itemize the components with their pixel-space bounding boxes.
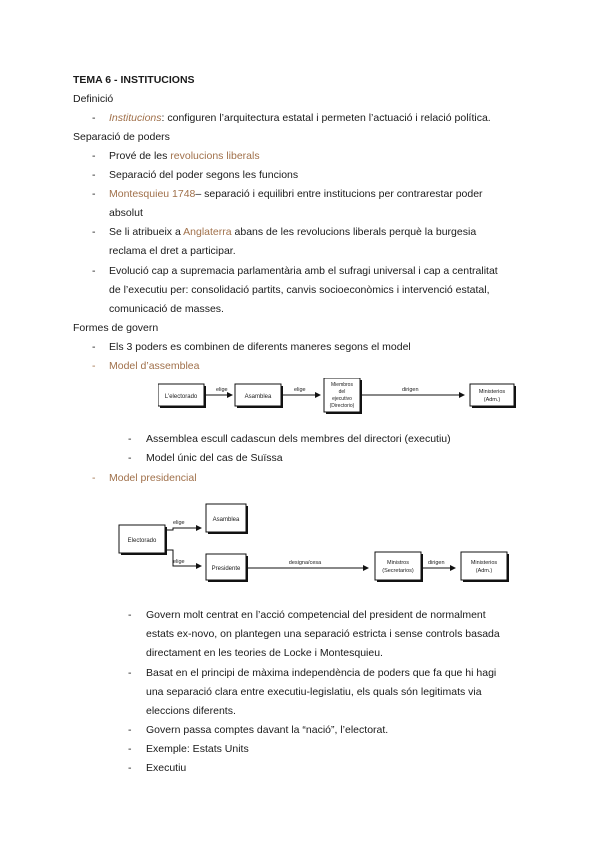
bullet-dash: - [128, 452, 132, 464]
presidencial-sub-2-cont: eleccions diferents. [146, 705, 236, 717]
separacio-bullet-2: Separació del poder segons les funcions [109, 169, 299, 181]
bullet-dash: - [92, 112, 96, 124]
box-text: (Adm.) [475, 568, 493, 574]
box-text: Miembros [331, 382, 353, 388]
box-text: del [338, 389, 346, 395]
model-presidencial-label: Model presidencial [109, 472, 197, 484]
assemblea-diagram [158, 378, 518, 420]
separacio-bullet-4 [109, 225, 476, 239]
arrow-label: dirigen [402, 387, 419, 393]
page-title: TEMA 6 - INSTITUCIONS [73, 74, 195, 86]
bullet-dash: - [92, 472, 96, 484]
presidencial-sub-2: Basat en el principi de màxima independència de poders que fa que hi hagi [146, 667, 497, 679]
ministerios-box [461, 552, 507, 580]
arrow-label: elige [173, 559, 185, 565]
bullet-dash: - [92, 169, 96, 181]
assemblea-sub-1: Assemblea escull cadascun dels membres del directori (executiu) [146, 433, 451, 445]
bullet-dash: - [92, 150, 96, 162]
arrow-label: elige [216, 387, 228, 393]
assemblea-sub-2: Model únic del cas de Suïssa [146, 452, 283, 464]
electorado-label: Electorado [127, 538, 157, 544]
separacio-bullet-5-cont: comunicació de masses. [109, 303, 224, 315]
asamblea-label: Asamblea [212, 517, 240, 523]
text: Prové de les [109, 150, 171, 162]
electorado-label: L'electorado [164, 394, 198, 400]
separacio-bullet-1 [109, 149, 260, 163]
box-text: (Adm.) [483, 397, 501, 403]
arrow-label: dirigen [428, 560, 445, 566]
bullet-dash: - [128, 609, 132, 621]
presidencial-sub-5: Executiu [146, 762, 187, 774]
anglaterra-term: Anglaterra [183, 226, 232, 238]
arrow-label: elige [173, 520, 185, 526]
presidencial-sub-4: Exemple: Estats Units [146, 743, 249, 755]
box-text: Ministros [386, 560, 410, 566]
presidencial-diagram [115, 494, 525, 589]
institucions-term: Institucions [109, 112, 162, 124]
bullet-dash: - [128, 743, 132, 755]
formes-heading: Formes de govern [73, 322, 159, 334]
box-text: Ministerios [478, 389, 506, 395]
presidencial-sub-1: Govern molt centrat en l’acció competencial del president de normalment [146, 609, 486, 621]
presidencial-sub-1-cont: directament en les teories de Locke i Montesquieu. [146, 647, 383, 659]
asamblea-label: Asamblea [244, 394, 272, 400]
arrow-label: elige [294, 387, 306, 393]
box-text: Ministerios [470, 560, 498, 566]
model-assemblea-label: Model d’assemblea [109, 360, 200, 372]
definicio-text [109, 111, 491, 125]
presidencial-sub-1-cont: estats ex-novo, on plantegen una separació estricta i sense controls basada [146, 628, 500, 640]
formes-bullet-1: Els 3 poders es combinen de diferents maneres segons el model [109, 341, 411, 353]
separacio-heading: Separació de poders [73, 131, 170, 143]
box-text: (Secretarios) [382, 568, 414, 574]
presidente-label: Presidente [211, 566, 241, 572]
ministros-box [375, 552, 421, 580]
bullet-dash: - [128, 667, 132, 679]
presidencial-sub-2-cont: una separació clara entre executiu-legislatiu, els quals són legitimats via [146, 686, 482, 698]
bullet-dash: - [92, 265, 96, 277]
text: – separació i equilibri entre institucions per contrarestar poder [195, 188, 483, 200]
separacio-bullet-5-cont: de l’executiu per: consolidació partits, canvis socioeconòmics i intervenció estatal, [109, 284, 490, 296]
separacio-bullet-3-cont: absolut [109, 207, 143, 219]
bullet-dash: - [92, 341, 96, 353]
bullet-dash: - [128, 762, 132, 774]
separacio-bullet-5: Evolució cap a supremacia parlamentària amb el sufragi universal i cap a centralitat [109, 265, 498, 277]
bullet-dash: - [92, 188, 96, 200]
box-text: ejecutivo [332, 396, 352, 402]
box-text: (Directorio) [329, 403, 355, 409]
arrow-label: designa/cesa [288, 560, 322, 566]
bullet-dash: - [128, 724, 132, 736]
montesquieu-term: Montesquieu 1748 [109, 188, 196, 200]
bullet-dash: - [92, 226, 96, 238]
bullet-dash: - [92, 360, 96, 372]
text: Se li atribueix a [109, 226, 184, 238]
revolucions-liberals-term: revolucions liberals [170, 150, 260, 162]
separacio-bullet-4-cont: reclama el dret a participar. [109, 245, 236, 257]
definicio-body: : configuren l’arquitectura estatal i permeten l’actuació i relació política. [161, 112, 491, 124]
presidencial-sub-3: Govern passa comptes davant la “nació”, l’electorat. [146, 724, 389, 736]
text: abans de les revolucions liberals perquè la burgesia [231, 226, 477, 238]
arrow-elige [165, 528, 201, 530]
separacio-bullet-3 [109, 187, 483, 201]
definicio-heading: Definició [73, 93, 114, 105]
bullet-dash: - [128, 433, 132, 445]
